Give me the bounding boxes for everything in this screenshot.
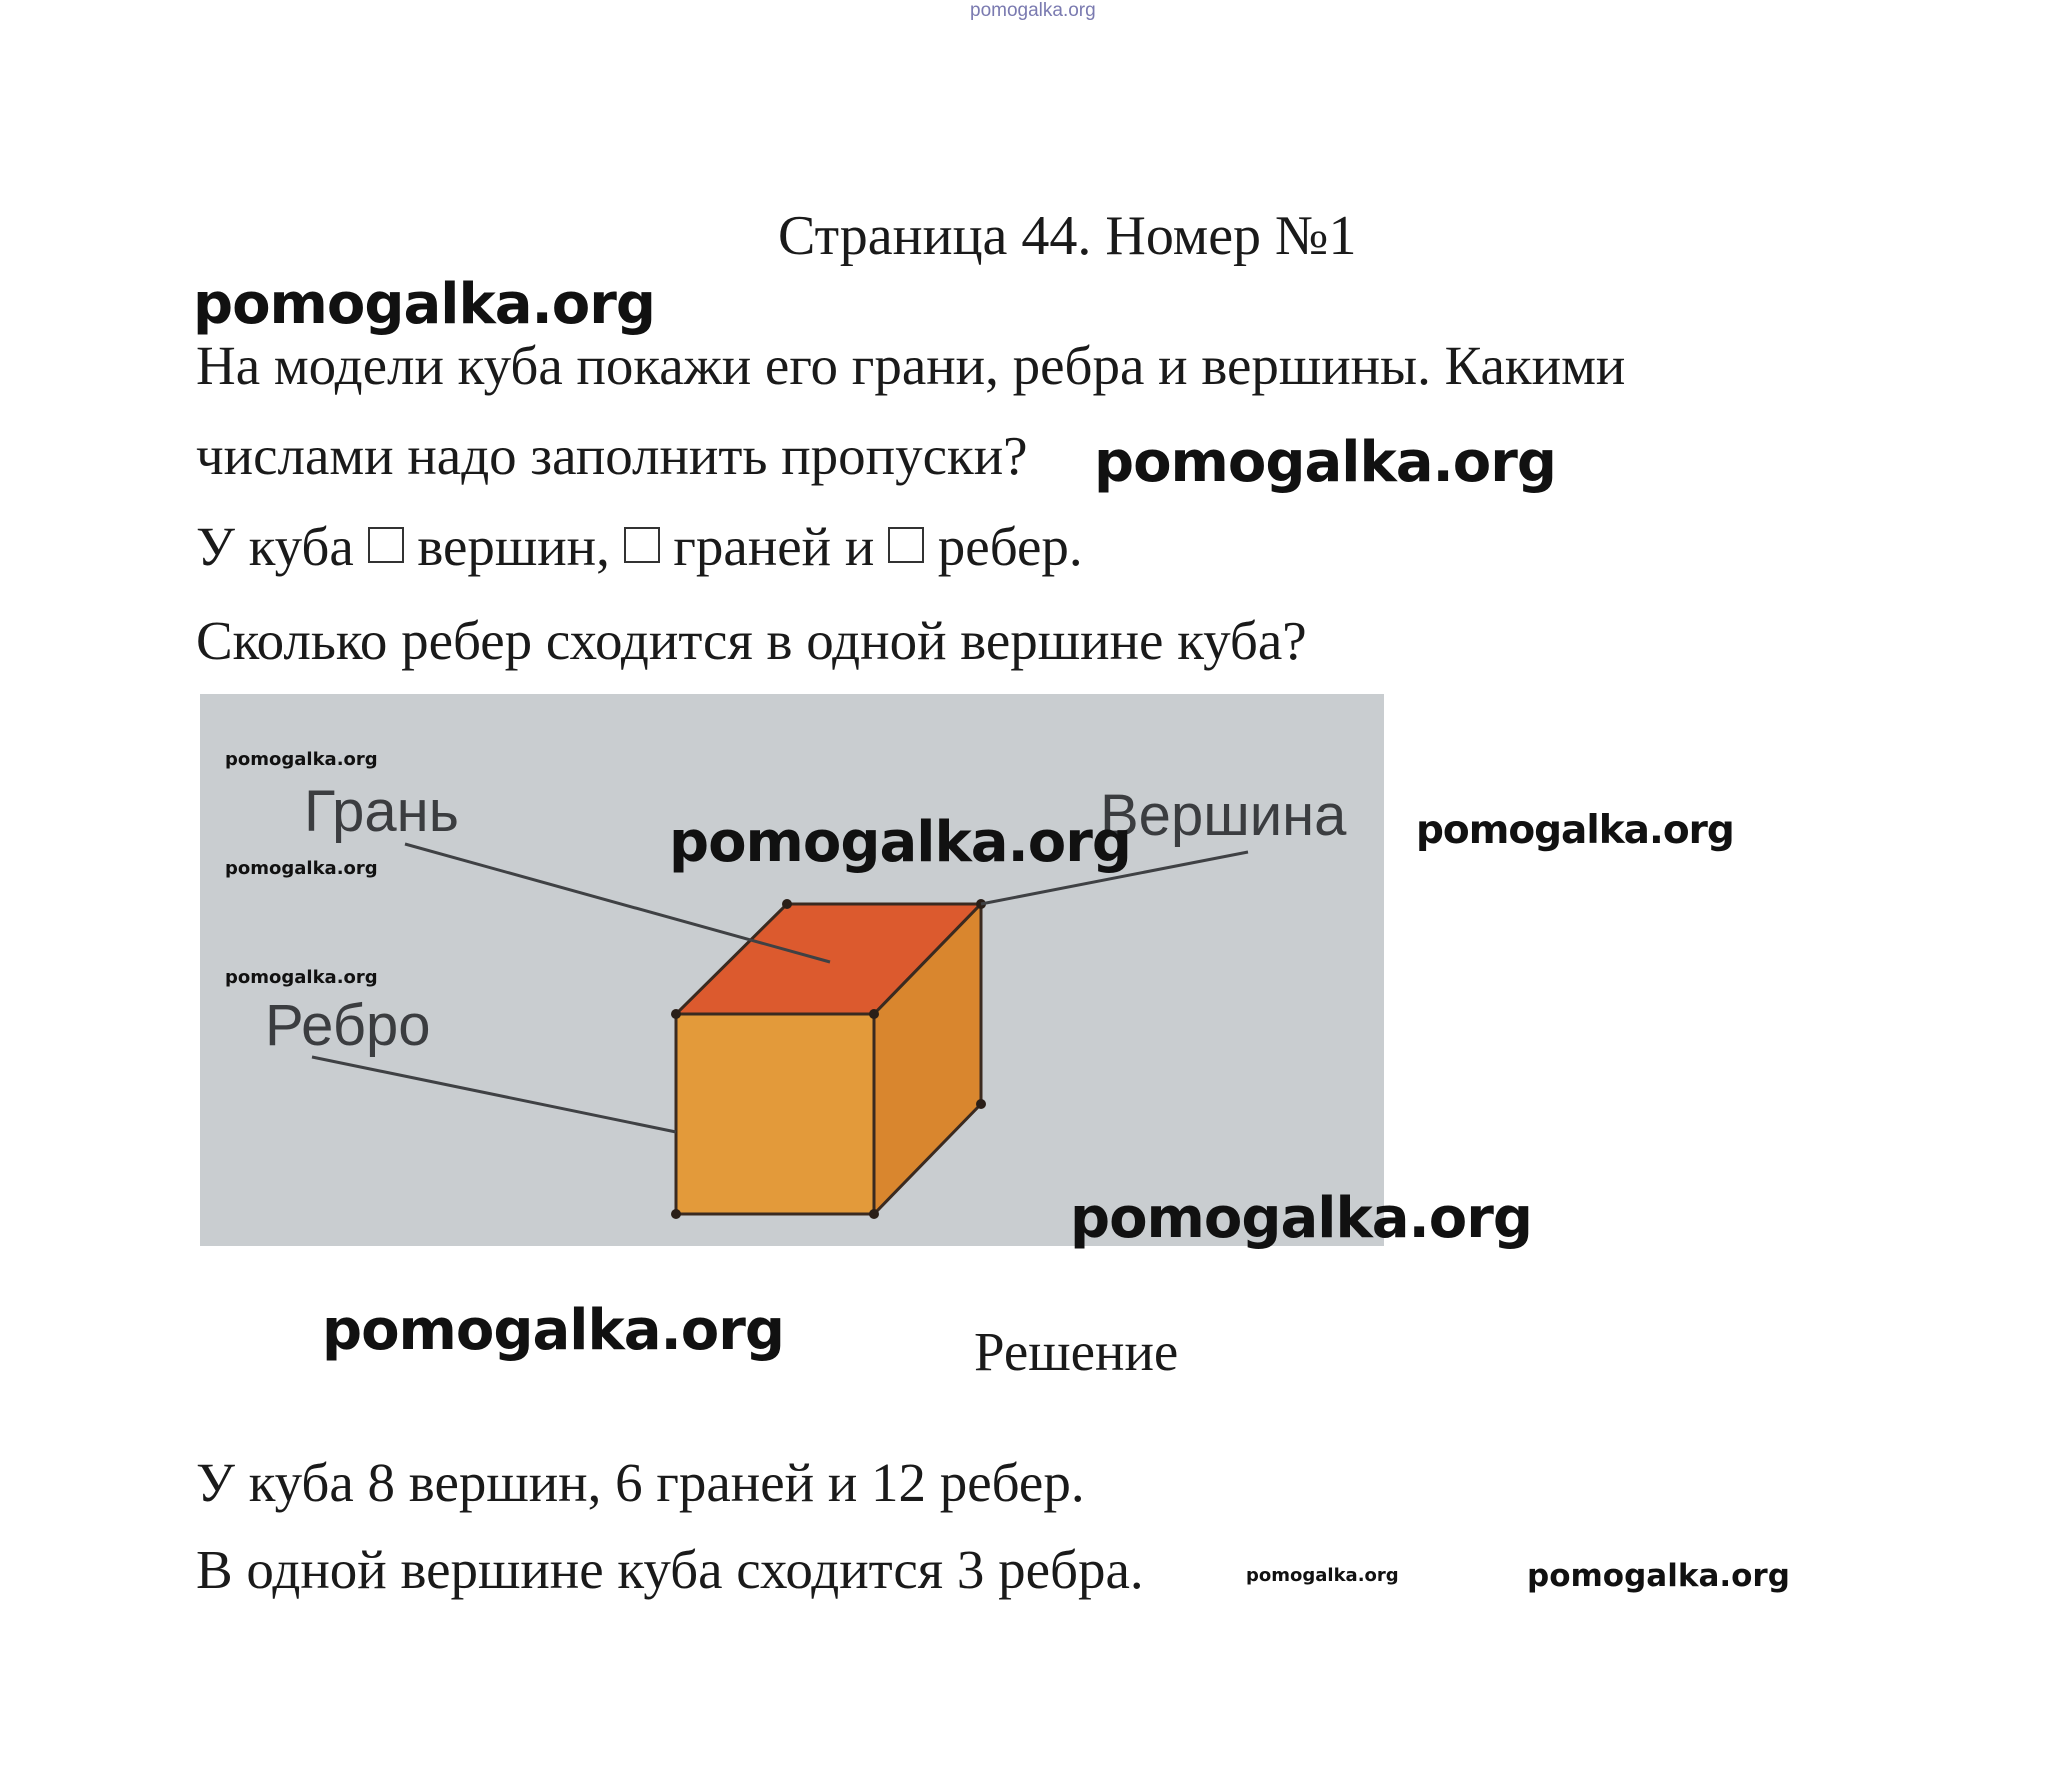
watermark-label: pomogalka.org [1416,808,1734,853]
face-label: Грань [304,779,459,844]
page-heading: Страница 44. Номер №1 [778,205,1357,267]
watermark-label: pomogalka.org [1070,1186,1532,1251]
solution-answer-2: В одной вершине куба сходится 3 ребра. [196,1539,1144,1600]
edge-label: Ребро [265,993,431,1058]
watermark-label: pomogalka.org [1527,1558,1790,1594]
solution-answer-1: У куба 8 вершин, 6 граней и 12 ребер. [196,1452,1085,1513]
watermark-label: pomogalka.org [225,858,378,879]
task-question: Сколько ребер сходится в одной вершине куба? [196,610,1307,671]
fill-in-sentence [196,515,1083,578]
top-watermark: pomogalka.org [970,0,1096,21]
cube-front-face [676,1014,874,1214]
blank-faces-box[interactable] [624,527,660,563]
watermark-label: pomogalka.org [193,272,655,337]
watermark-label: pomogalka.org [322,1298,784,1363]
blank-edges-box[interactable] [888,527,924,563]
task-line-2: числами надо заполнить пропуски? [196,425,1028,486]
fill-in-part-1: У куба [196,516,354,577]
watermark-label: pomogalka.org [669,810,1131,875]
blank-vertices-box[interactable] [368,527,404,563]
fill-in-part-2: вершин, [417,516,610,577]
watermark-label: pomogalka.org [225,967,378,988]
task-line-1: На модели куба покажи его грани, ребра и вершины. Какими [196,335,1626,396]
watermark-label: pomogalka.org [1246,1565,1399,1586]
fill-in-part-4: ребер. [937,516,1083,577]
cube-figure [200,694,1384,1246]
vertex-label: Вершина [1100,783,1347,848]
edge-pointer-line [312,1057,676,1132]
watermark-label: pomogalka.org [225,749,378,770]
solution-title: Решение [974,1321,1179,1382]
fill-in-part-3: граней и [673,516,875,577]
watermark-label: pomogalka.org [1094,430,1556,495]
